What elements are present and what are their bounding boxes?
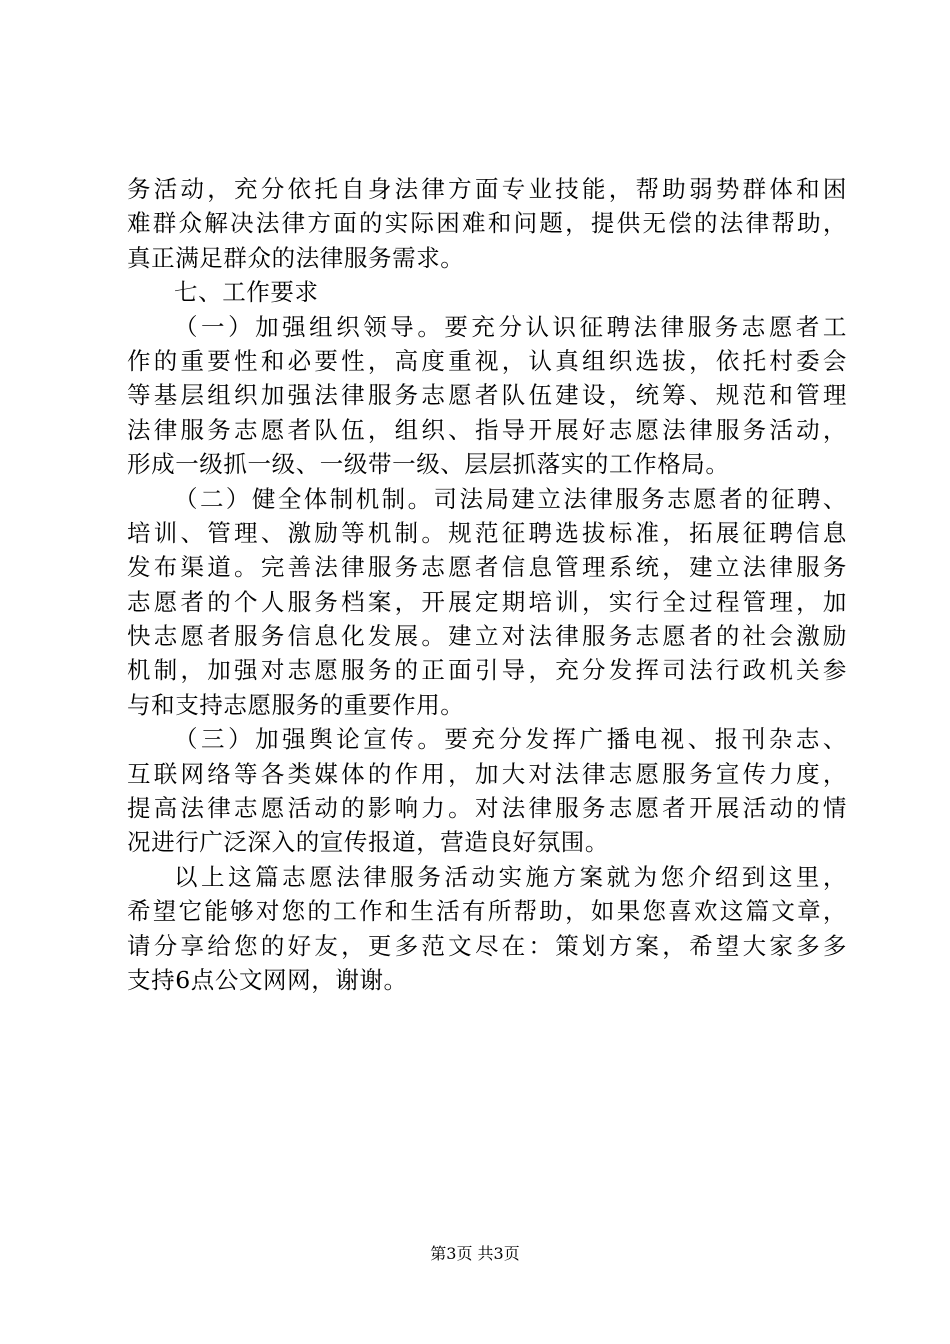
text-line: 务活动，充分依托自身法律方面专业技能，帮助弱势群体和困: [127, 175, 847, 203]
text-line: 真正满足群众的法律服务需求。: [127, 243, 465, 272]
page-number-label: 第3页 共3页: [430, 1244, 520, 1263]
text-line: 形成一级抓一级、一级带一级、层层抓落实的工作格局。: [127, 450, 730, 479]
text-line: 志愿者的个人服务档案，开展定期培训，实行全过程管理，加: [127, 587, 847, 616]
text-line: 快志愿者服务信息化发展。建立对法律服务志愿者的社会激励: [127, 622, 847, 651]
text-line: 发布渠道。完善法律服务志愿者信息管理系统，建立法律服务: [127, 553, 847, 582]
text-line: 况进行广泛深入的宣传报道，营造良好氛围。: [127, 828, 609, 857]
text-line: （二）健全体制机制。司法局建立法律服务志愿者的征聘、: [174, 484, 847, 513]
text-line: 培训、管理、激励等机制。规范征聘选拔标准，拓展征聘信息: [127, 518, 847, 547]
text-line: 希望它能够对您的工作和生活有所帮助，如果您喜欢这篇文章，: [127, 897, 847, 926]
text-line: 机制，加强对志愿服务的正面引导，充分发挥司法行政机关参: [127, 656, 847, 685]
text-line: 支持6点公文网网，谢谢。: [127, 965, 408, 994]
text-line: （三）加强舆论宣传。要充分发挥广播电视、报刊杂志、: [174, 725, 847, 754]
text-line: 难群众解决法律方面的实际困难和问题，提供无偿的法律帮助，: [127, 209, 847, 238]
text-line: （一）加强组织领导。要充分认识征聘法律服务志愿者工: [174, 312, 847, 341]
text-line: 等基层组织加强法律服务志愿者队伍建设，统筹、规范和管理: [127, 381, 847, 410]
document-body: [127, 172, 847, 997]
text-line: 作的重要性和必要性，高度重视，认真组织选拔，依托村委会: [127, 346, 847, 375]
text-line: 请分享给您的好友，更多范文尽在：策划方案，希望大家多多: [127, 931, 847, 960]
text-line: 提高法律志愿活动的影响力。对法律服务志愿者开展活动的情: [127, 794, 847, 823]
section-heading: 七、工作要求: [174, 278, 319, 307]
text-line: 以上这篇志愿法律服务活动实施方案就为您介绍到这里，: [174, 862, 847, 891]
page-footer: [0, 1244, 950, 1264]
text-line: 互联网络等各类媒体的作用，加大对法律志愿服务宣传力度，: [127, 759, 847, 788]
text-line: 与和支持志愿服务的重要作用。: [127, 690, 465, 719]
text-line: 法律服务志愿者队伍，组织、指导开展好志愿法律服务活动，: [127, 415, 847, 444]
